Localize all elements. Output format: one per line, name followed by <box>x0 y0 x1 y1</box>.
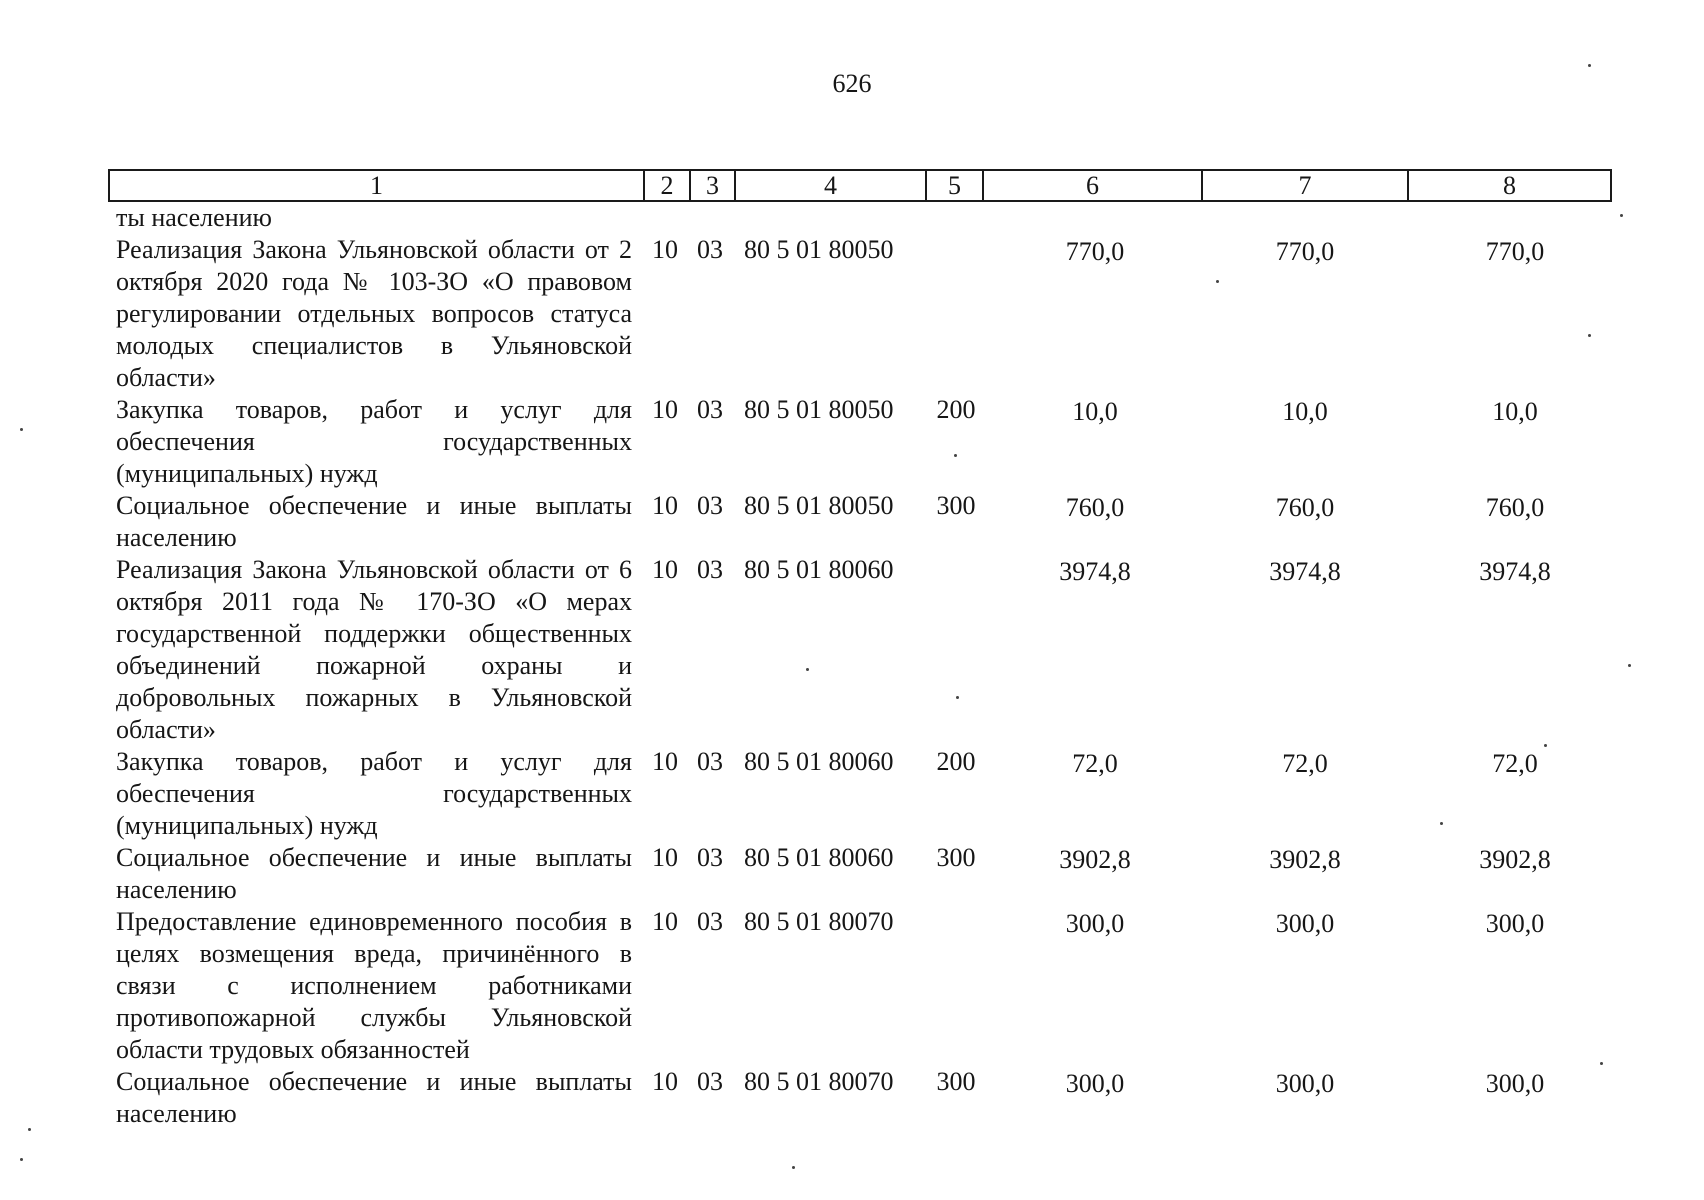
row-col-6: 300,0 <box>1065 909 1125 938</box>
row-col-4: 80 5 01 80050 <box>744 235 894 264</box>
table-header <box>108 169 1612 202</box>
scan-speck <box>956 696 959 699</box>
scan-speck <box>1620 214 1623 217</box>
row-col-3: 03 <box>697 1067 723 1096</box>
row-description: Социальное обеспечение и иные выплаты населению <box>116 491 632 552</box>
row-col-4: 80 5 01 80070 <box>744 907 894 936</box>
row-col-5: 300 <box>936 1067 976 1096</box>
row-col-2: 10 <box>652 907 678 936</box>
page-number: 626 <box>832 69 872 98</box>
header-col-6: 6 <box>984 171 1203 200</box>
row-col-3: 03 <box>697 555 723 584</box>
row-col-2: 10 <box>652 1067 678 1096</box>
row-col-5: 300 <box>936 491 976 520</box>
row-col-8: 770,0 <box>1485 237 1545 266</box>
row-col-3: 03 <box>697 907 723 936</box>
scan-speck <box>954 454 957 457</box>
scan-speck <box>1544 744 1547 747</box>
header-col-7: 7 <box>1203 171 1409 200</box>
row-col-7: 10,0 <box>1282 397 1328 426</box>
row-col-8: 3902,8 <box>1479 845 1551 874</box>
row-col-8: 300,0 <box>1485 909 1545 938</box>
row-col-6: 3902,8 <box>1059 845 1131 874</box>
row-col-2: 10 <box>652 555 678 584</box>
row-col-6: 300,0 <box>1065 1069 1125 1098</box>
header-col-2: 2 <box>645 171 691 200</box>
header-col-8: 8 <box>1503 171 1516 200</box>
scan-speck <box>20 1158 23 1161</box>
row-description: Социальное обеспечение и иные выплаты населению <box>116 843 632 904</box>
row-col-6: 72,0 <box>1072 749 1118 778</box>
row-col-4: 80 5 01 80070 <box>744 1067 894 1096</box>
row-description: Предоставление единовременного пособия в целях возмещения вреда, причинённого в связи с исполнением работниками противопожарной службы Ульяновской области трудовых обязанностей <box>116 907 632 1064</box>
row-col-6: 760,0 <box>1065 493 1125 522</box>
header-col-3: 3 <box>691 171 736 200</box>
row-col-8: 3974,8 <box>1479 557 1551 586</box>
row-col-8: 72,0 <box>1492 749 1538 778</box>
row-col-3: 03 <box>697 747 723 776</box>
row-col-4: 80 5 01 80060 <box>744 747 894 776</box>
row-description: Реализация Закона Ульяновской области от 6 октября 2011 года № 170-ЗО «О мерах государственной поддержки общественных объединений пожарной охраны и добровольных пожарных в Ульяновской области» <box>116 555 632 744</box>
row-col-8: 10,0 <box>1492 397 1538 426</box>
row-description: Социальное обеспечение и иные выплаты населению <box>116 1067 632 1128</box>
row-description: Закупка товаров, работ и услуг для обеспечения государственных (муниципальных) нужд <box>116 747 632 840</box>
row-col-3: 03 <box>697 843 723 872</box>
row-col-5: 300 <box>936 843 976 872</box>
row-col-4: 80 5 01 80060 <box>744 555 894 584</box>
scan-speck <box>1588 334 1591 337</box>
row-col-7: 760,0 <box>1275 493 1335 522</box>
row-col-5: 200 <box>936 395 976 424</box>
header-col-1: 1 <box>110 171 645 200</box>
row-col-8: 300,0 <box>1485 1069 1545 1098</box>
row-col-6: 3974,8 <box>1059 557 1131 586</box>
row-col-7: 3902,8 <box>1269 845 1341 874</box>
scan-speck <box>1588 64 1591 67</box>
row-col-4: 80 5 01 80060 <box>744 843 894 872</box>
row-description: Закупка товаров, работ и услуг для обеспечения государственных (муниципальных) нужд <box>116 395 632 488</box>
row-col-2: 10 <box>652 491 678 520</box>
row-description: Реализация Закона Ульяновской области от 2 октября 2020 года № 103-ЗО «О правовом регулировании отдельных вопросов статуса молодых специалистов в Ульяновской области» <box>116 235 632 392</box>
row-col-3: 03 <box>697 235 723 264</box>
row-col-7: 770,0 <box>1275 237 1335 266</box>
row-col-7: 3974,8 <box>1269 557 1341 586</box>
row-col-8: 760,0 <box>1485 493 1545 522</box>
scan-speck <box>792 1166 795 1169</box>
row-col-2: 10 <box>652 843 678 872</box>
scan-speck <box>1440 822 1443 825</box>
row-col-2: 10 <box>652 747 678 776</box>
scan-speck <box>1216 280 1219 283</box>
row-col-2: 10 <box>652 235 678 264</box>
scan-speck <box>806 668 809 671</box>
row-col-4: 80 5 01 80050 <box>744 395 894 424</box>
row-col-6: 770,0 <box>1065 237 1125 266</box>
row-col-5: 200 <box>936 747 976 776</box>
row-col-3: 03 <box>697 395 723 424</box>
scan-speck <box>28 1128 31 1131</box>
header-col-5: 5 <box>927 171 984 200</box>
header-col-4: 4 <box>736 171 927 200</box>
row-col-4: 80 5 01 80050 <box>744 491 894 520</box>
continuation-text: ты населению <box>116 203 272 232</box>
scan-speck <box>20 428 23 431</box>
row-col-7: 72,0 <box>1282 749 1328 778</box>
row-col-2: 10 <box>652 395 678 424</box>
scan-speck <box>1600 1062 1603 1065</box>
scan-speck <box>1628 664 1631 667</box>
row-col-3: 03 <box>697 491 723 520</box>
row-col-7: 300,0 <box>1275 909 1335 938</box>
row-col-7: 300,0 <box>1275 1069 1335 1098</box>
row-col-6: 10,0 <box>1072 397 1118 426</box>
